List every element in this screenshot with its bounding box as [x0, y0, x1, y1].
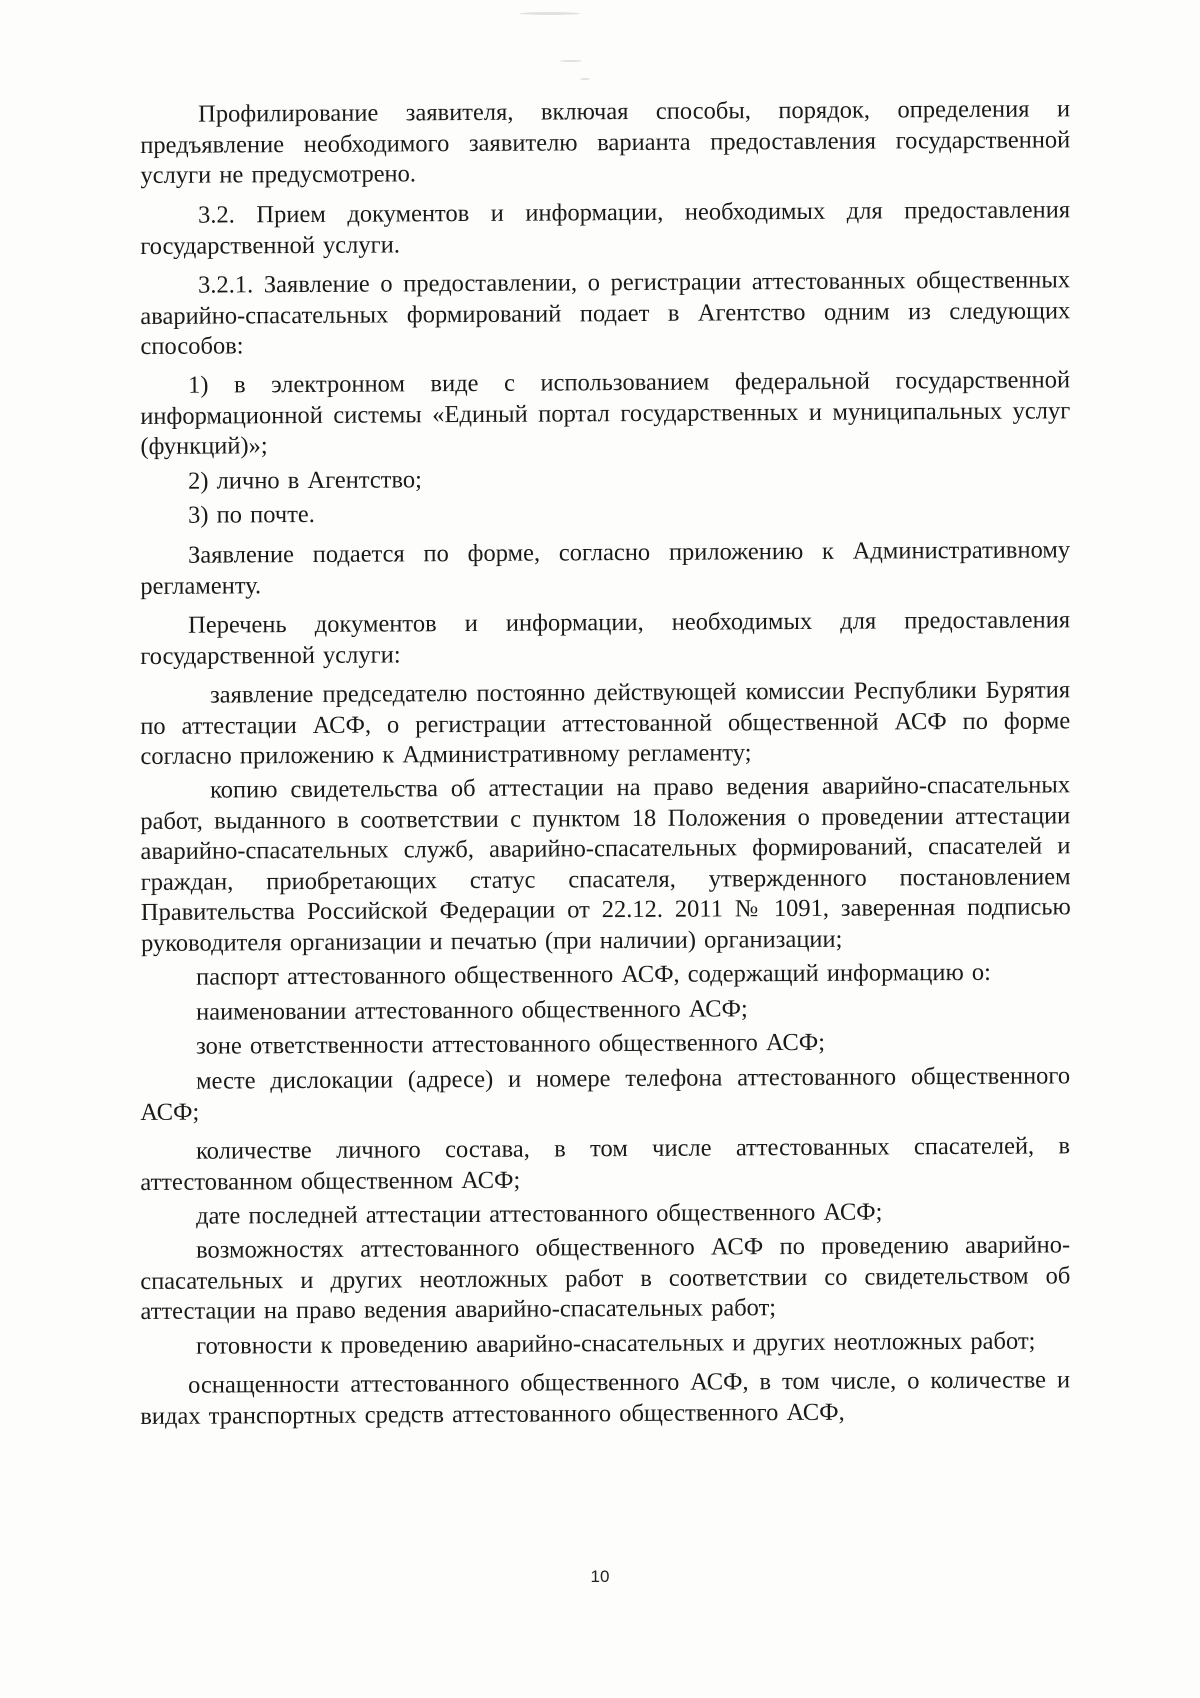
paragraph-3-2-1: 3.2.1. Заявление о предоставлении, о регистрации аттестованных общественных аварийно-спасательных формирований подает в Агентство одним из следующих способов: [140, 265, 1071, 360]
passport-field-capabilities: возможностях аттестованного общественного АСФ по проведению аварийно-спасательных и других неотложных работ в соответствии со свидетельством об аттестации на право ведения аварийно-спасательных работ; [140, 1231, 1071, 1325]
scan-artifact [520, 12, 580, 15]
list-item-electronic: 1) в электронном виде с использованием федеральной государственной информационной системы «Единый портал государственных и муниципальных услуг (функций)»; [140, 366, 1071, 460]
passport-field-zone: зоне ответственности аттестованного общественного АСФ; [196, 1028, 826, 1060]
paragraph-profiling: Профилирование заявителя, включая способы, порядок, определения и предъявление необходимого заявителю варианта предоставления государственной услуги не предусмотрено. [140, 95, 1071, 189]
document-item-passport: паспорт аттестованного общественного АСФ, содержащий информацию о: [196, 958, 992, 991]
scan-artifact [580, 78, 590, 80]
document-body [140, 95, 1071, 1436]
scan-artifact [560, 60, 582, 62]
page-number: 10 [590, 1567, 610, 1586]
paragraph-document-list-intro: Перечень документов и информации, необходимых для предоставления государственной услуги: [140, 605, 1071, 669]
passport-field-name: наименовании аттестованного общественного АСФ; [196, 994, 748, 1026]
passport-field-readiness: готовности к проведению аварийно-снасательных и других неотложных работ; [196, 1327, 1036, 1360]
document-item-application: заявление председателю постоянно действующей комиссии Республики Бурятия по аттестации АСФ, о регистрации аттестованной общественной АСФ по форме согласно приложению к Административному регламенту; [140, 675, 1071, 770]
passport-field-equipment: оснащенности аттестованного общественного АСФ, в том числе, о количестве и видах транспортных средств аттестованного общественного АСФ, [140, 1366, 1071, 1430]
section-heading-3-2: 3.2. Прием документов и информации, необходимых для предоставления государственной услуги. [140, 195, 1071, 259]
passport-field-personnel: количестве личного состава, в том числе аттестованных спасателей, в аттестованном общественном АСФ; [140, 1131, 1071, 1195]
list-item-in-person: 2) лично в Агентство; [188, 465, 422, 495]
passport-field-location: месте дислокации (адресе) и номере телефона аттестованного общественного АСФ; [140, 1061, 1071, 1125]
paragraph-application-form: Заявление подается по форме, согласно приложению к Административному регламенту. [140, 535, 1071, 599]
document-item-certificate-copy: копию свидетельства об аттестации на право ведения аварийно-спасательных работ, выданного в соответствии с пунктом 18 Положения о проведении аттестации аварийно-спасательных служб, аварийно-спасательных формирований, спасателей и граждан, приобретающих статус спасателя, утвержденного постановлением Правительства Российской Федерации от 22.12. 2011 № 1091, заверенная подписью руководителя организации и печатью (при наличии) организации; [140, 771, 1071, 957]
passport-field-last-attestation: дате последней аттестации аттестованного общественного АСФ; [196, 1197, 883, 1230]
list-item-by-mail: 3) по почте. [188, 500, 315, 529]
